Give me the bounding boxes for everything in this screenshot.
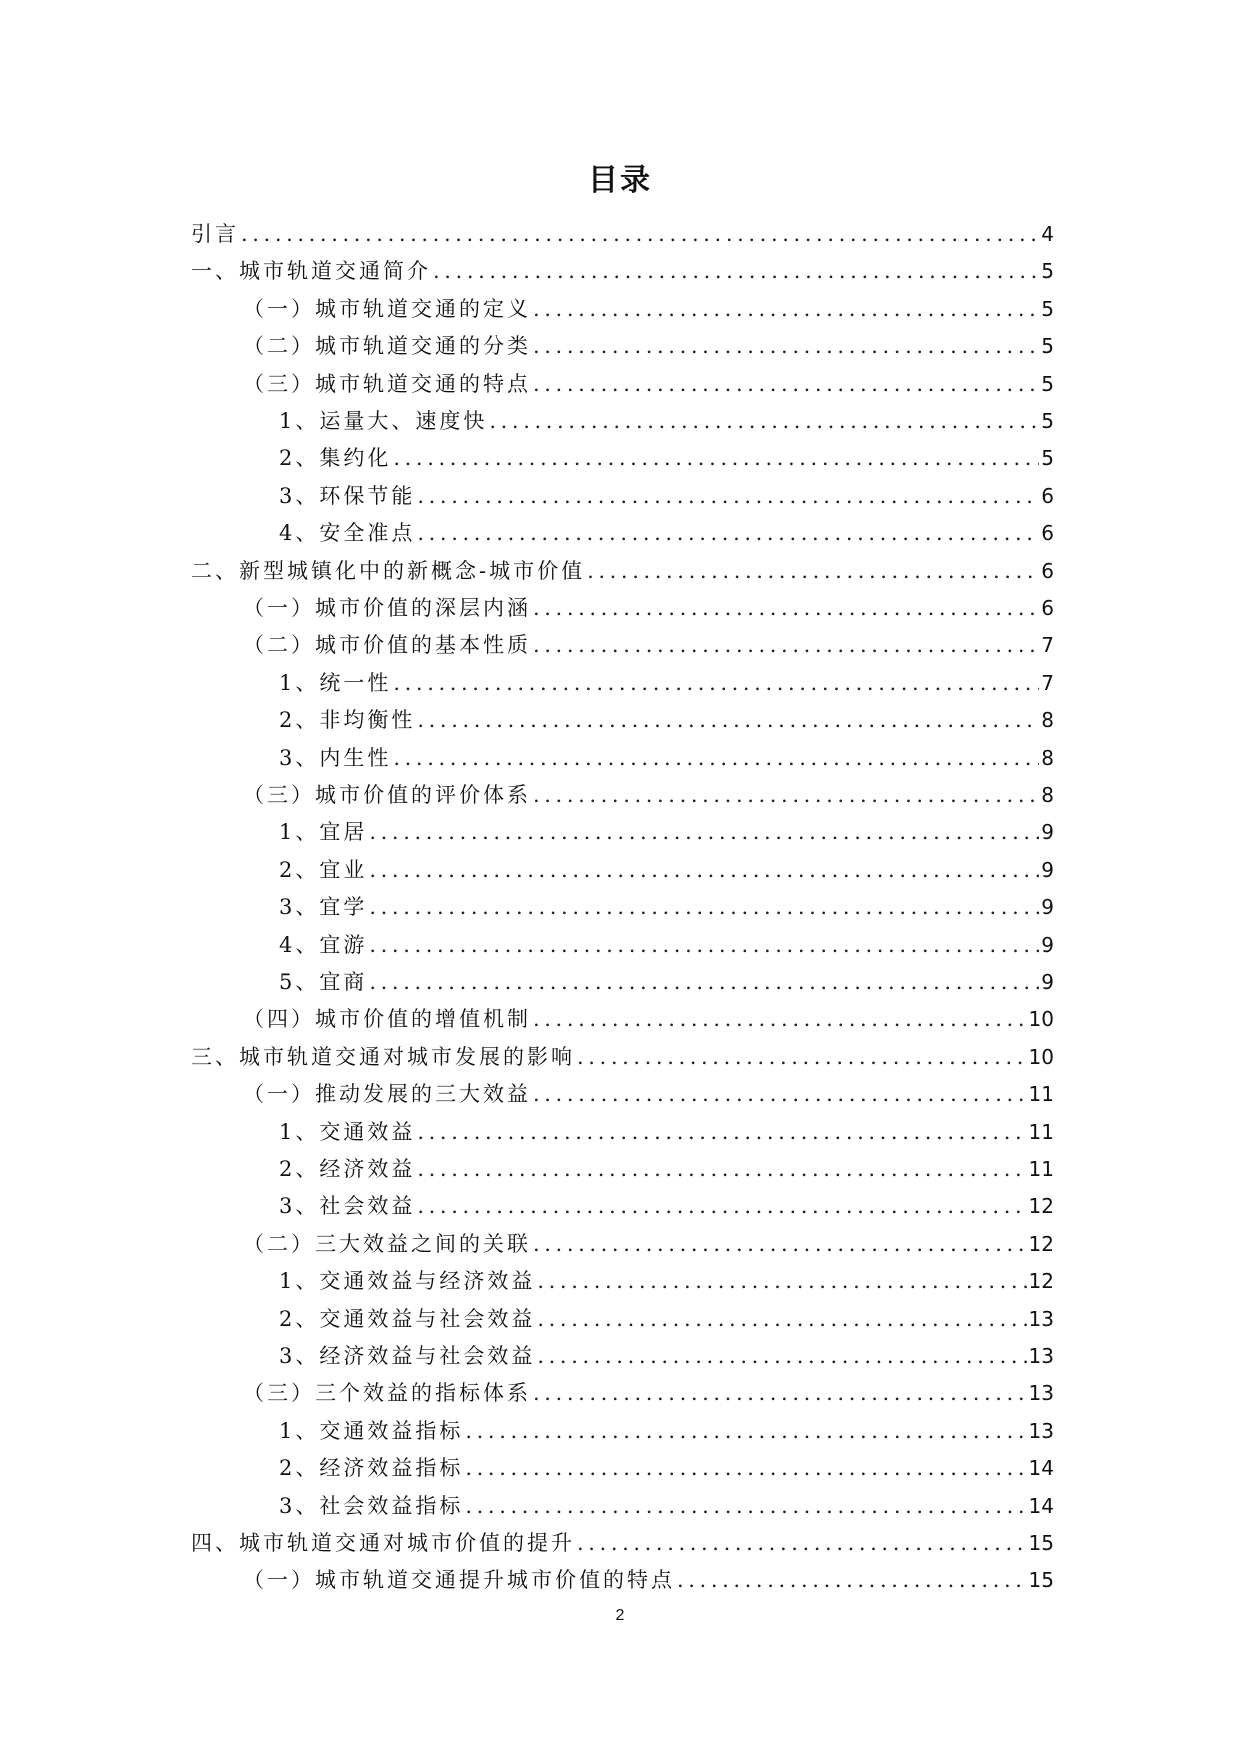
toc-entry[interactable]	[243, 294, 1054, 324]
toc-entry-label: （一）城市轨道交通提升城市价值的特点	[243, 1568, 675, 1592]
toc-dot-leader	[533, 331, 1039, 361]
toc-entry-label: （四）城市价值的增值机制	[243, 1007, 531, 1031]
toc-entry-page: 15	[1028, 1531, 1054, 1555]
toc-dot-leader	[369, 817, 1039, 847]
toc-dot-leader	[537, 1266, 1026, 1296]
toc-entry-label: 3、宜学	[279, 895, 368, 919]
toc-entry-page: 5	[1041, 259, 1054, 283]
toc-entry-page: 5	[1041, 372, 1054, 396]
toc-dot-leader	[577, 1528, 1027, 1558]
toc-dot-leader	[465, 1416, 1026, 1446]
toc-entry[interactable]	[243, 780, 1054, 810]
toc-dot-leader	[369, 967, 1039, 997]
toc-entry-page: 13	[1028, 1344, 1054, 1368]
toc-entry-page: 9	[1041, 933, 1054, 957]
toc-entry[interactable]	[279, 1117, 1054, 1147]
toc-dot-leader	[369, 855, 1039, 885]
toc-entry-page: 6	[1041, 521, 1054, 545]
toc-dot-leader	[433, 256, 1039, 286]
toc-dot-leader	[587, 556, 1039, 586]
toc-entry-label: 1、交通效益指标	[279, 1419, 464, 1443]
toc-entry-label: （三）城市轨道交通的特点	[243, 372, 531, 396]
toc-entry[interactable]	[243, 331, 1054, 361]
toc-entry-page: 10	[1028, 1045, 1054, 1069]
toc-entry-page: 12	[1028, 1269, 1054, 1293]
toc-entry[interactable]	[279, 1304, 1054, 1334]
toc-entry-page: 7	[1041, 671, 1054, 695]
toc-dot-leader	[533, 1079, 1027, 1109]
toc-dot-leader	[417, 518, 1039, 548]
toc-entry-page: 6	[1041, 596, 1054, 620]
toc-entry-page: 6	[1041, 484, 1054, 508]
toc-dot-leader	[533, 593, 1039, 623]
toc-entry-page: 13	[1028, 1419, 1054, 1443]
toc-entry-page: 15	[1028, 1568, 1054, 1592]
toc-dot-leader	[537, 1341, 1026, 1371]
toc-entry[interactable]	[243, 369, 1054, 399]
toc-entry[interactable]	[191, 556, 1054, 586]
toc-dot-leader	[417, 705, 1039, 735]
toc-entry-page: 10	[1028, 1007, 1054, 1031]
toc-dot-leader	[465, 1491, 1026, 1521]
toc-entry-label: 一、城市轨道交通简介	[191, 259, 431, 283]
toc-entry-label: 引言	[191, 222, 239, 246]
toc-entry-page: 9	[1041, 970, 1054, 994]
toc-entry-label: 3、环保节能	[279, 484, 416, 508]
toc-dot-leader	[465, 1453, 1026, 1483]
toc-entry[interactable]	[279, 743, 1054, 773]
toc-entry-label: 2、经济效益	[279, 1157, 416, 1181]
toc-entry-page: 5	[1041, 409, 1054, 433]
toc-entry[interactable]	[243, 1378, 1054, 1408]
toc-entry-label: 1、宜居	[279, 820, 368, 844]
toc-entry-page: 12	[1028, 1232, 1054, 1256]
toc-entry[interactable]	[279, 1191, 1054, 1221]
toc-entry-label: （二）城市轨道交通的分类	[243, 334, 531, 358]
toc-entry-page: 13	[1028, 1381, 1054, 1405]
toc-dot-leader	[393, 743, 1039, 773]
toc-entry-label: （一）推动发展的三大效益	[243, 1082, 531, 1106]
toc-entry[interactable]	[279, 1491, 1054, 1521]
toc-entry[interactable]	[279, 518, 1054, 548]
toc-entry-page: 14	[1028, 1494, 1054, 1518]
toc-entry[interactable]	[279, 817, 1054, 847]
toc-dot-leader	[417, 1191, 1026, 1221]
toc-dot-leader	[417, 481, 1039, 511]
toc-entry[interactable]	[279, 705, 1054, 735]
toc-entry-page: 9	[1041, 820, 1054, 844]
toc-entry-label: 2、非均衡性	[279, 708, 416, 732]
toc-entry-label: 3、社会效益指标	[279, 1494, 464, 1518]
toc-entry[interactable]	[243, 630, 1054, 660]
toc-entry[interactable]	[243, 1229, 1054, 1259]
toc-entry-label: 2、经济效益指标	[279, 1456, 464, 1480]
toc-entry-page: 5	[1041, 446, 1054, 470]
toc-entry[interactable]	[279, 406, 1054, 436]
toc-entry[interactable]	[279, 967, 1054, 997]
toc-dot-leader	[533, 1229, 1027, 1259]
toc-entry-page: 5	[1041, 334, 1054, 358]
toc-title: 目录	[588, 163, 652, 198]
toc-dot-leader	[537, 1304, 1026, 1334]
toc-entry-label: 1、交通效益与经济效益	[279, 1269, 536, 1293]
toc-entry-page: 8	[1041, 708, 1054, 732]
page-number: 2	[615, 1607, 625, 1624]
toc-entry[interactable]	[191, 1042, 1054, 1072]
toc-entry-page: 9	[1041, 858, 1054, 882]
toc-dot-leader	[533, 294, 1039, 324]
toc-entry-label: 2、集约化	[279, 446, 392, 470]
toc-dot-leader	[533, 369, 1039, 399]
toc-entry-label: 4、宜游	[279, 933, 368, 957]
toc-entry-label: 3、内生性	[279, 746, 392, 770]
toc-entry-label: 1、统一性	[279, 671, 392, 695]
toc-entry-page: 8	[1041, 783, 1054, 807]
toc-entry[interactable]	[279, 1154, 1054, 1184]
toc-entry-page: 14	[1028, 1456, 1054, 1480]
toc-entry-label: 3、经济效益与社会效益	[279, 1344, 536, 1368]
toc-entry[interactable]	[243, 1565, 1054, 1595]
toc-entry-page: 12	[1028, 1194, 1054, 1218]
toc-entry[interactable]	[279, 1341, 1054, 1371]
toc-entry-label: 三、城市轨道交通对城市发展的影响	[191, 1045, 575, 1069]
toc-dot-leader	[533, 1004, 1027, 1034]
toc-entry[interactable]	[279, 1266, 1054, 1296]
toc-entry-page: 11	[1028, 1120, 1054, 1144]
toc-entry-label: 5、宜商	[279, 970, 368, 994]
toc-entry-page: 13	[1028, 1307, 1054, 1331]
toc-entry[interactable]	[243, 1004, 1054, 1034]
toc-entry[interactable]	[279, 1416, 1054, 1446]
toc-entry-label: （一）城市价值的深层内涵	[243, 596, 531, 620]
toc-entry[interactable]	[279, 481, 1054, 511]
toc-dot-leader	[393, 443, 1039, 473]
toc-entry-page: 8	[1041, 746, 1054, 770]
toc-entry-label: 4、安全准点	[279, 521, 416, 545]
toc-entry-label: 1、交通效益	[279, 1120, 416, 1144]
toc-entry[interactable]	[191, 219, 1054, 249]
toc-entry[interactable]	[243, 1079, 1054, 1109]
toc-entry-label: 2、宜业	[279, 858, 368, 882]
toc-entry[interactable]	[191, 1528, 1054, 1558]
toc-entry[interactable]	[279, 930, 1054, 960]
toc-entry[interactable]	[243, 593, 1054, 623]
toc-entry[interactable]	[279, 668, 1054, 698]
toc-dot-leader	[533, 780, 1039, 810]
toc-dot-leader	[393, 668, 1039, 698]
toc-entry-page: 5	[1041, 297, 1054, 321]
toc-entry-label: 2、交通效益与社会效益	[279, 1307, 536, 1331]
toc-entry-label: （三）三个效益的指标体系	[243, 1381, 531, 1405]
toc-dot-leader	[417, 1154, 1026, 1184]
toc-entry[interactable]	[191, 256, 1054, 286]
toc-dot-leader	[369, 892, 1039, 922]
toc-dot-leader	[489, 406, 1039, 436]
toc-dot-leader	[417, 1117, 1026, 1147]
toc-entry[interactable]	[279, 855, 1054, 885]
toc-entry[interactable]	[279, 892, 1054, 922]
toc-entry-page: 11	[1028, 1157, 1054, 1181]
toc-entry-page: 7	[1041, 633, 1054, 657]
toc-dot-leader	[677, 1565, 1027, 1595]
toc-dot-leader	[241, 219, 1039, 249]
toc-entry-label: （二）城市价值的基本性质	[243, 633, 531, 657]
toc-entry-label: 二、新型城镇化中的新概念-城市价值	[191, 559, 586, 583]
toc-entry-label: （二）三大效益之间的关联	[243, 1232, 531, 1256]
toc-entry-label: （三）城市价值的评价体系	[243, 783, 531, 807]
toc-entry-label: 3、社会效益	[279, 1194, 416, 1218]
toc-dot-leader	[533, 630, 1039, 660]
toc-entry-page: 4	[1041, 222, 1054, 246]
toc-entry-page: 9	[1041, 895, 1054, 919]
toc-entry-label: 1、运量大、速度快	[279, 409, 488, 433]
toc-entry[interactable]	[279, 443, 1054, 473]
toc-entry-page: 6	[1041, 559, 1054, 583]
toc-dot-leader	[533, 1378, 1027, 1408]
toc-entry-label: 四、城市轨道交通对城市价值的提升	[191, 1531, 575, 1555]
toc-entry-label: （一）城市轨道交通的定义	[243, 297, 531, 321]
toc-dot-leader	[369, 930, 1039, 960]
toc-entry[interactable]	[279, 1453, 1054, 1483]
toc-dot-leader	[577, 1042, 1027, 1072]
toc-entry-page: 11	[1028, 1082, 1054, 1106]
